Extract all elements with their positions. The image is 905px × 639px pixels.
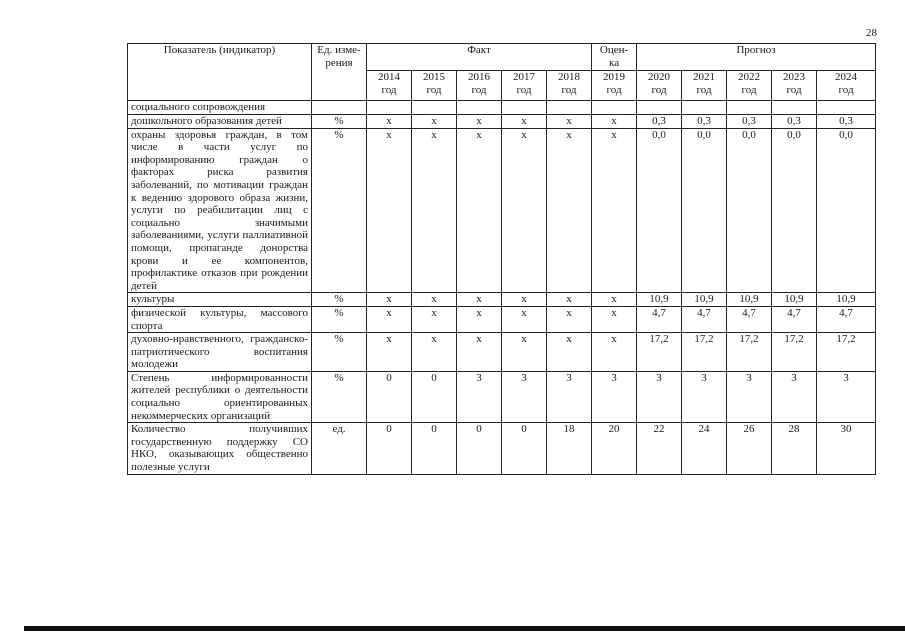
year-word: год xyxy=(651,83,667,96)
table-row xyxy=(128,371,876,422)
value-cell: х xyxy=(457,128,502,293)
unit-cell: % xyxy=(312,371,367,422)
value-cell: х xyxy=(367,128,412,293)
year-header xyxy=(502,71,547,101)
value-cell: 17,2 xyxy=(727,333,772,372)
value-cell: х xyxy=(547,293,592,307)
indicator-name: Степень информированности жителей республики о деятельности социально ориентированных некоммерческих организаций xyxy=(128,371,312,422)
value-cell: 0,0 xyxy=(682,128,727,293)
indicator-name: охраны здоровья граждан, в том числе в части услуг по информированию граждан о факторах риска развития заболеваний, по мотивации граждан к ведению здорового образа жизни, услуги по реабилитации лиц с социально значимыми заболеваниями, услуги паллиативной помощи, пропаганде донорства крови и ее компонентов, профилактике отказов при рождении детей xyxy=(128,128,312,293)
unit-cell: % xyxy=(312,115,367,129)
value-cell: х xyxy=(367,306,412,332)
year-number: 2017 xyxy=(513,71,535,83)
value-cell xyxy=(637,101,682,115)
table-row xyxy=(128,101,876,115)
value-cell: 3 xyxy=(727,371,772,422)
value-cell: х xyxy=(457,306,502,332)
header-row-top xyxy=(128,44,876,71)
value-cell: х xyxy=(457,293,502,307)
value-cell: 0 xyxy=(457,423,502,474)
table-row xyxy=(128,115,876,129)
value-cell xyxy=(817,101,876,115)
value-cell: 0,3 xyxy=(637,115,682,129)
value-cell: 22 xyxy=(637,423,682,474)
value-cell: х xyxy=(502,293,547,307)
value-cell: 0 xyxy=(502,423,547,474)
value-cell: 3 xyxy=(592,371,637,422)
indicators-table xyxy=(127,43,876,475)
value-cell: 17,2 xyxy=(682,333,727,372)
value-cell: 18 xyxy=(547,423,592,474)
value-cell: 3 xyxy=(547,371,592,422)
year-word: год xyxy=(516,83,532,96)
value-cell: 10,9 xyxy=(682,293,727,307)
unit-cell xyxy=(312,101,367,115)
year-header xyxy=(367,71,412,101)
table-row xyxy=(128,333,876,372)
value-cell xyxy=(727,101,772,115)
year-number: 2015 xyxy=(423,71,445,83)
year-header xyxy=(772,71,817,101)
year-word: год xyxy=(741,83,757,96)
value-cell: х xyxy=(502,333,547,372)
year-word: год xyxy=(606,83,622,96)
value-cell: х xyxy=(502,306,547,332)
value-cell: 30 xyxy=(817,423,876,474)
value-cell xyxy=(412,101,457,115)
year-word: год xyxy=(696,83,712,96)
value-cell: х xyxy=(412,128,457,293)
value-cell: 4,7 xyxy=(817,306,876,332)
table-row xyxy=(128,423,876,474)
indicator-name: Количество получивших государственную поддержку СО НКО, оказывающих общественно полезные услуги xyxy=(128,423,312,474)
unit-cell: % xyxy=(312,128,367,293)
year-number: 2024 xyxy=(835,71,858,83)
table-row xyxy=(128,293,876,307)
value-cell: 3 xyxy=(682,371,727,422)
value-cell: 0,0 xyxy=(817,128,876,293)
unit-cell: % xyxy=(312,333,367,372)
value-cell xyxy=(457,101,502,115)
value-cell: х xyxy=(367,115,412,129)
value-cell xyxy=(682,101,727,115)
year-header xyxy=(637,71,682,101)
value-cell: 10,9 xyxy=(727,293,772,307)
value-cell: 3 xyxy=(817,371,876,422)
year-number: 2020 xyxy=(648,71,671,83)
page-number: 28 xyxy=(866,27,877,39)
value-cell: х xyxy=(457,333,502,372)
year-word: год xyxy=(786,83,802,96)
indicator-name: культуры xyxy=(128,293,312,307)
year-number: 2018 xyxy=(558,71,581,83)
value-cell: 0,3 xyxy=(772,115,817,129)
value-cell: 0,0 xyxy=(727,128,772,293)
value-cell: 10,9 xyxy=(772,293,817,307)
value-cell: 0,3 xyxy=(682,115,727,129)
year-word: год xyxy=(381,83,397,96)
value-cell: х xyxy=(592,306,637,332)
value-cell: 26 xyxy=(727,423,772,474)
year-word: год xyxy=(471,83,487,96)
value-cell: 0,3 xyxy=(817,115,876,129)
value-cell: 3 xyxy=(637,371,682,422)
year-number: 2014 xyxy=(378,71,400,83)
value-cell: 0,3 xyxy=(727,115,772,129)
value-cell: х xyxy=(412,333,457,372)
value-cell: 20 xyxy=(592,423,637,474)
value-cell: х xyxy=(367,293,412,307)
value-cell: 0 xyxy=(412,423,457,474)
value-cell: 17,2 xyxy=(817,333,876,372)
year-word: год xyxy=(838,83,854,96)
value-cell: х xyxy=(412,115,457,129)
value-cell: х xyxy=(592,333,637,372)
table-row xyxy=(128,306,876,332)
value-cell xyxy=(367,101,412,115)
value-cell: 0,0 xyxy=(772,128,817,293)
year-header xyxy=(727,71,772,101)
year-number: 2016 xyxy=(468,71,490,83)
value-cell: 3 xyxy=(772,371,817,422)
year-word: год xyxy=(561,83,577,96)
value-cell: х xyxy=(367,333,412,372)
value-cell: х xyxy=(412,293,457,307)
value-cell: х xyxy=(547,306,592,332)
indicator-name: физической культуры, массового спорта xyxy=(128,306,312,332)
value-cell: 4,7 xyxy=(682,306,727,332)
unit-header: Ед. изме-рения xyxy=(312,44,367,101)
value-cell: 24 xyxy=(682,423,727,474)
scan-bottom-edge xyxy=(24,626,905,631)
value-cell: х xyxy=(412,306,457,332)
table-row xyxy=(128,128,876,293)
value-cell: 0 xyxy=(367,423,412,474)
indicator-name: дошкольного образования детей xyxy=(128,115,312,129)
value-cell: х xyxy=(502,115,547,129)
year-number: 2023 xyxy=(783,71,806,83)
indicator-name: социального сопровождения xyxy=(128,101,312,115)
value-cell: 28 xyxy=(772,423,817,474)
year-number: 2019 xyxy=(603,71,626,83)
year-header xyxy=(682,71,727,101)
value-cell: 4,7 xyxy=(637,306,682,332)
value-cell: х xyxy=(457,115,502,129)
year-header xyxy=(457,71,502,101)
value-cell: х xyxy=(592,293,637,307)
indicator-name: духовно-нравственного, гражданско-патриотического воспитания молодежи xyxy=(128,333,312,372)
value-cell: 0 xyxy=(367,371,412,422)
unit-cell: ед. xyxy=(312,423,367,474)
unit-cell: % xyxy=(312,293,367,307)
forecast-header: Прогноз xyxy=(637,44,876,71)
value-cell: х xyxy=(502,128,547,293)
unit-cell: % xyxy=(312,306,367,332)
value-cell: х xyxy=(547,115,592,129)
value-cell: 17,2 xyxy=(772,333,817,372)
value-cell: 4,7 xyxy=(772,306,817,332)
value-cell: х xyxy=(592,128,637,293)
value-cell: 17,2 xyxy=(637,333,682,372)
value-cell: 10,9 xyxy=(817,293,876,307)
value-cell: х xyxy=(547,333,592,372)
year-header xyxy=(547,71,592,101)
value-cell xyxy=(592,101,637,115)
value-cell: 10,9 xyxy=(637,293,682,307)
value-cell: 0 xyxy=(412,371,457,422)
year-number: 2021 xyxy=(693,71,716,83)
value-cell: 0,0 xyxy=(637,128,682,293)
value-cell: 3 xyxy=(502,371,547,422)
value-cell xyxy=(547,101,592,115)
fact-header: Факт xyxy=(367,44,592,71)
year-number: 2022 xyxy=(738,71,761,83)
year-header xyxy=(817,71,876,101)
value-cell: х xyxy=(547,128,592,293)
value-cell xyxy=(772,101,817,115)
year-header xyxy=(412,71,457,101)
value-cell: 3 xyxy=(457,371,502,422)
value-cell: х xyxy=(592,115,637,129)
estimate-header: Оцен-ка xyxy=(592,44,637,71)
value-cell: 4,7 xyxy=(727,306,772,332)
year-word: год xyxy=(426,83,442,96)
value-cell xyxy=(502,101,547,115)
indicator-header: Показатель (индикатор) xyxy=(128,44,312,101)
year-header xyxy=(592,71,637,101)
